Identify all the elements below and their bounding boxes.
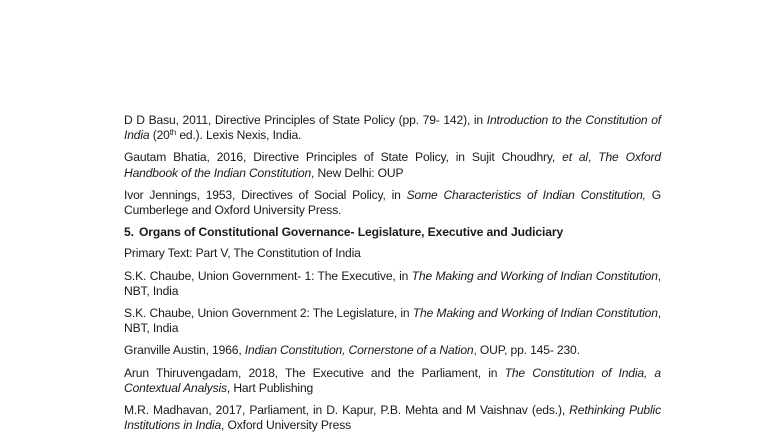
reference-text: Ivor Jennings, 1953, Directives of Social Policy, in [124,187,407,202]
reference-entry [124,188,661,218]
reference-text: , Hart Publishing [226,380,314,395]
reference-text: , [588,150,599,165]
reference-text: S.K. Chaube, Union Government- 1: The Executive, in [124,268,412,283]
reference-text: Gautam Bhatia, 2016, Directive Principles of State Policy, in Sujit Choudhry, [124,150,563,165]
italic-title: Some Characteristics of Indian Constitution, [406,187,646,202]
reference-text: , OUP, pp. 145- 230. [473,343,580,358]
reference-entry [124,113,661,143]
section-number: 5. [124,225,134,240]
reference-text: M.R. Madhavan, 2017, Parliament, in D. Kapur, P.B. Mehta and M Vaishnav (eds.), [124,403,570,418]
reference-entry [124,343,661,358]
reference-text: ed.). Lexis Nexis, India. [176,128,302,143]
reference-text: Arun Thiruvengadam, 2018, The Executive and the Parliament, in [124,365,505,380]
superscript: th [169,128,177,138]
italic-title: et al [562,150,589,165]
reference-text: Primary Text: Part V, The Constitution of India [124,246,361,261]
reading-list-top [124,113,661,218]
italic-title: The Oxford Handbook of the Indian Constitution [124,150,662,180]
reference-text: G Cumberlege and Oxford University Press. [124,187,661,218]
italic-title: Indian Constitution, Cornerstone of a Nation [244,343,474,358]
italic-title: Introduction to the Constitution of India [124,113,661,143]
reference-entry [124,246,661,261]
reference-text: , Oxford University Press [221,418,352,433]
reference-text: D D Basu, 2011, Directive Principles of State Policy (pp. 79- 142), in [124,113,487,127]
italic-title: The Making and Working of Indian Constitution [411,268,658,283]
reference-entry [124,269,661,299]
reference-entry [124,150,661,180]
reference-entry [124,366,661,396]
reference-entry [124,306,661,336]
reference-text: S.K. Chaube, Union Government 2: The Legislature, in [124,306,413,321]
reading-list [124,113,661,440]
reference-text: , New Delhi: OUP [311,165,404,180]
reference-entry [124,403,661,433]
italic-title: The Making and Working of Indian Constitution [412,306,658,321]
reading-list-bottom [124,246,661,433]
section-heading [124,225,661,240]
italic-title: The Constitution of India, a Contextual Analysis [124,365,661,395]
reference-text: (20 [149,128,170,143]
section-title: Organs of Constitutional Governance- Legislature, Executive and Judiciary [139,225,564,240]
reference-text: , NBT, India [124,306,662,336]
reference-text: , NBT, India [124,268,661,298]
italic-title: Rethinking Public Institutions in India [124,403,661,433]
reference-text: Granville Austin, 1966, [124,343,245,358]
